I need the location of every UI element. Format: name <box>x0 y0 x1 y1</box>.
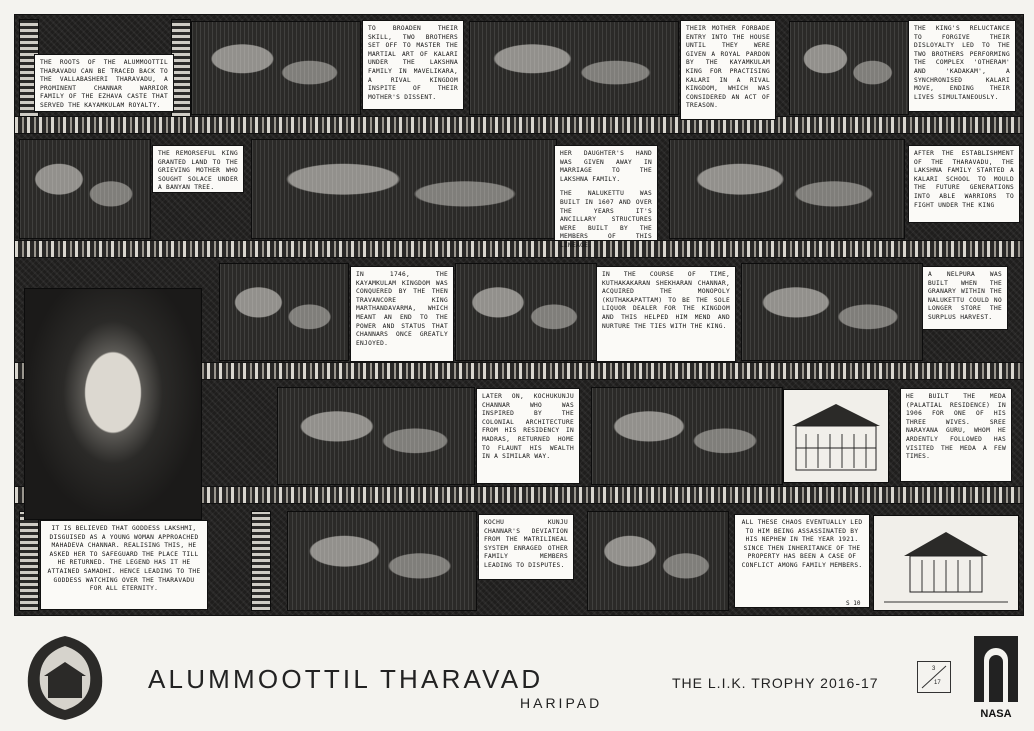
pillar <box>251 511 271 611</box>
scene-disputes <box>287 511 477 611</box>
scene-marriage <box>251 139 557 239</box>
scene-banyan-tree <box>19 139 151 239</box>
scene-assassination <box>587 511 729 611</box>
sheet-total: 17 <box>934 680 941 686</box>
location-subtitle: HARIPAD <box>520 695 603 711</box>
scene-royal-pardon <box>469 21 679 115</box>
caption-brothers: TO BROADEN THEIR SKILL, TWO BROTHERS SET OFF TO MASTER THE MARTIAL ART OF KALARI UNDER THE LAKSHNA FAMILY IN MAVELIKARA, A RIVAL KINGDOM INSPITE OF THEIR MOTHER'S DISSENT. <box>362 20 464 110</box>
goddess-lakshmi-panel <box>24 288 202 520</box>
caption-land-grant: THE REMORSEFUL KING GRANTED LAND TO THE GRIEVING MOTHER WHO SOUGHT SOLACE UNDER A BANYAN TREE. <box>152 145 244 193</box>
tharavadu-house-icon <box>874 516 1018 610</box>
caption-assassination: ALL THESE CHAOS EVENTUALLY LED TO HIM BEING ASSASSINATED BY HIS NEPHEW IN THE YEAR 1921. SINCE THEN INHERITANCE OF THE PROPERTY HAS BEEN A CASE OF CONFLICT AMONG FAMILY MEMBERS. <box>734 514 870 608</box>
scene-liquor-trade <box>455 263 597 361</box>
scene-guru-visit <box>591 387 783 485</box>
caption-roots: THE ROOTS OF THE ALUMMOOTTIL THARAVADU CAN BE TRACED BACK TO THE VALLABASHERI THARAVADU, A PROMINENT CHANNAR WARRIOR FAMILY OF THE EZHAVA CASTE THAT SERVED THE KAYAMKULAM ROYALTY. <box>34 54 174 112</box>
sheet-number: 3 <box>932 666 936 672</box>
page-mark: S 10 <box>846 600 861 607</box>
nasa-logo <box>970 632 1022 724</box>
nasa-arch-logo-icon <box>970 632 1022 708</box>
scene-conquest <box>219 263 349 361</box>
caption-nelpura: A NELPURA WAS BUILT WHEN THE GRANARY WITHIN THE NALUKETTU COULD NO LONGER STORE THE SURPLUS HARVEST. <box>922 266 1008 330</box>
page-title: ALUMMOOTTIL THARAVAD <box>148 664 544 694</box>
caption-goddess-legend: IT IS BELIEVED THAT GODDESS LAKSHMI, DISGUISED AS A YOUNG WOMAN APPROACHED MAHADEVA CHANNAR. REALISING THIS, HE ASKED HER TO SAFEGUARD THE PLACE TILL HE RETURNED. THE LEGEND HAS IT HE ATTAINED SAMADHI. HENCE LEADING TO THE GODDESS WATCHING OVER THE THARAVADU FOR ALL ETERNITY. <box>40 520 208 610</box>
caption-monopoly: IN THE COURSE OF TIME, KUTHAKAKARAN SHEKHARAN CHANNAR, ACQUIRED THE MONOPOLY (KUTHAKAPATTAM) TO BE THE SOLE LIQUOR DEALER FOR THE KINGDOM AND THIS HELPED HIM MEND AND NURTURE THE TIES WITH THE KING. <box>596 266 736 362</box>
crest-emblem-icon <box>18 632 112 724</box>
caption-nalukettu: THE NALUKETTU WAS BUILT IN 1607 AND OVER THE YEARS IT'S ANCILLARY STRUCTURES WERE BUILT BY THE MEMBERS OF THIS LINEAGE. <box>560 190 652 249</box>
scene-meda-building <box>783 389 889 483</box>
ornament-band <box>15 240 1023 258</box>
scene-kalari-duel <box>789 21 909 115</box>
caption-colonial: LATER ON, KOCHUKUNJU CHANNAR WHO WAS INSPIRED BY THE COLONIAL ARCHITECTURE FROM HIS RESIDENCY IN MADRAS, RETURNED HOME TO FLAUNT HIS WEALTH IN A SIMILAR WAY. <box>476 388 580 484</box>
pillar <box>19 511 39 611</box>
caption-mother: THEIR MOTHER FORBADE ENTRY INTO THE HOUSE UNTIL THEY WERE GIVEN A ROYAL PARDON BY THE KAYAMKULAM KING FOR PRACTISING KALARI IN A RIVAL KINGDOM, WHICH WAS CONSIDERED AN ACT OF TREASON. <box>680 20 776 120</box>
pillar <box>171 19 191 117</box>
ornament-band <box>15 116 1023 134</box>
nasa-logo-text: NASA <box>980 708 1012 720</box>
caption-conquest: IN 1746, THE KAYAMKULAM KINGDOM WAS CONQUERED BY THE THEN TRAVANCORE KING MARTHANDAVARMA, WHICH MEANT AN END TO THE POWER AND STATUS THAT CHANNARS ONCE GREATLY ENJOYED. <box>350 266 454 362</box>
scene-colonial <box>277 387 475 485</box>
caption-otheram: THE KING'S RELUCTANCE TO FORGIVE THEIR DISLOYALTY LED TO THE TWO BROTHERS PERFORMING THE COMPLEX 'OTHERAM' AND 'KADAKAM', A SYNCHRONISED KALARI MOVE, ENDING THEIR LIVES SIMULTANEOUSLY. <box>908 20 1016 112</box>
caption-kalari-school: AFTER THE ESTABLISHMENT OF THE THARAVADU, THE LAKSHNA FAMILY STARTED A KALARI SCHOOL TO MOULD THE FUTURE GENERATIONS INTO ABLE WARRIORS TO FIGHT UNDER THE KING <box>908 145 1020 223</box>
caption-meda: HE BUILT THE MEDA (PALATIAL RESIDENCE) IN 1906 FOR ONE OF HIS THREE WIVES. SREE NARAYANA GURU, WHOM HE ARDENTLY FOLLOWED HAS VISITED THE MEDA A FEW TIMES. <box>900 388 1012 482</box>
caption-marriage: HER DAUGHTER'S HAND WAS GIVEN AWAY IN MARRIAGE TO THE LAKSHNA FAMILY. <box>560 150 652 183</box>
scene-kalari-school <box>669 139 905 239</box>
scene-nelpura <box>741 263 923 361</box>
scene-brothers <box>191 21 361 115</box>
trophy-label: THE L.I.K. TROPHY 2016-17 <box>672 675 879 691</box>
caption-matrilineal: KOCHU KUNJU CHANNAR'S DEVIATION FROM THE MATRILINEAL SYSTEM ENRAGED OTHER FAMILY MEMBERS LEADING TO DISPUTES. <box>478 514 574 580</box>
meda-building-icon <box>784 390 888 482</box>
scene-tharavadu-house <box>873 515 1019 611</box>
sheet-number-box <box>917 661 951 693</box>
caption-marriage-nalukettu <box>554 145 658 249</box>
